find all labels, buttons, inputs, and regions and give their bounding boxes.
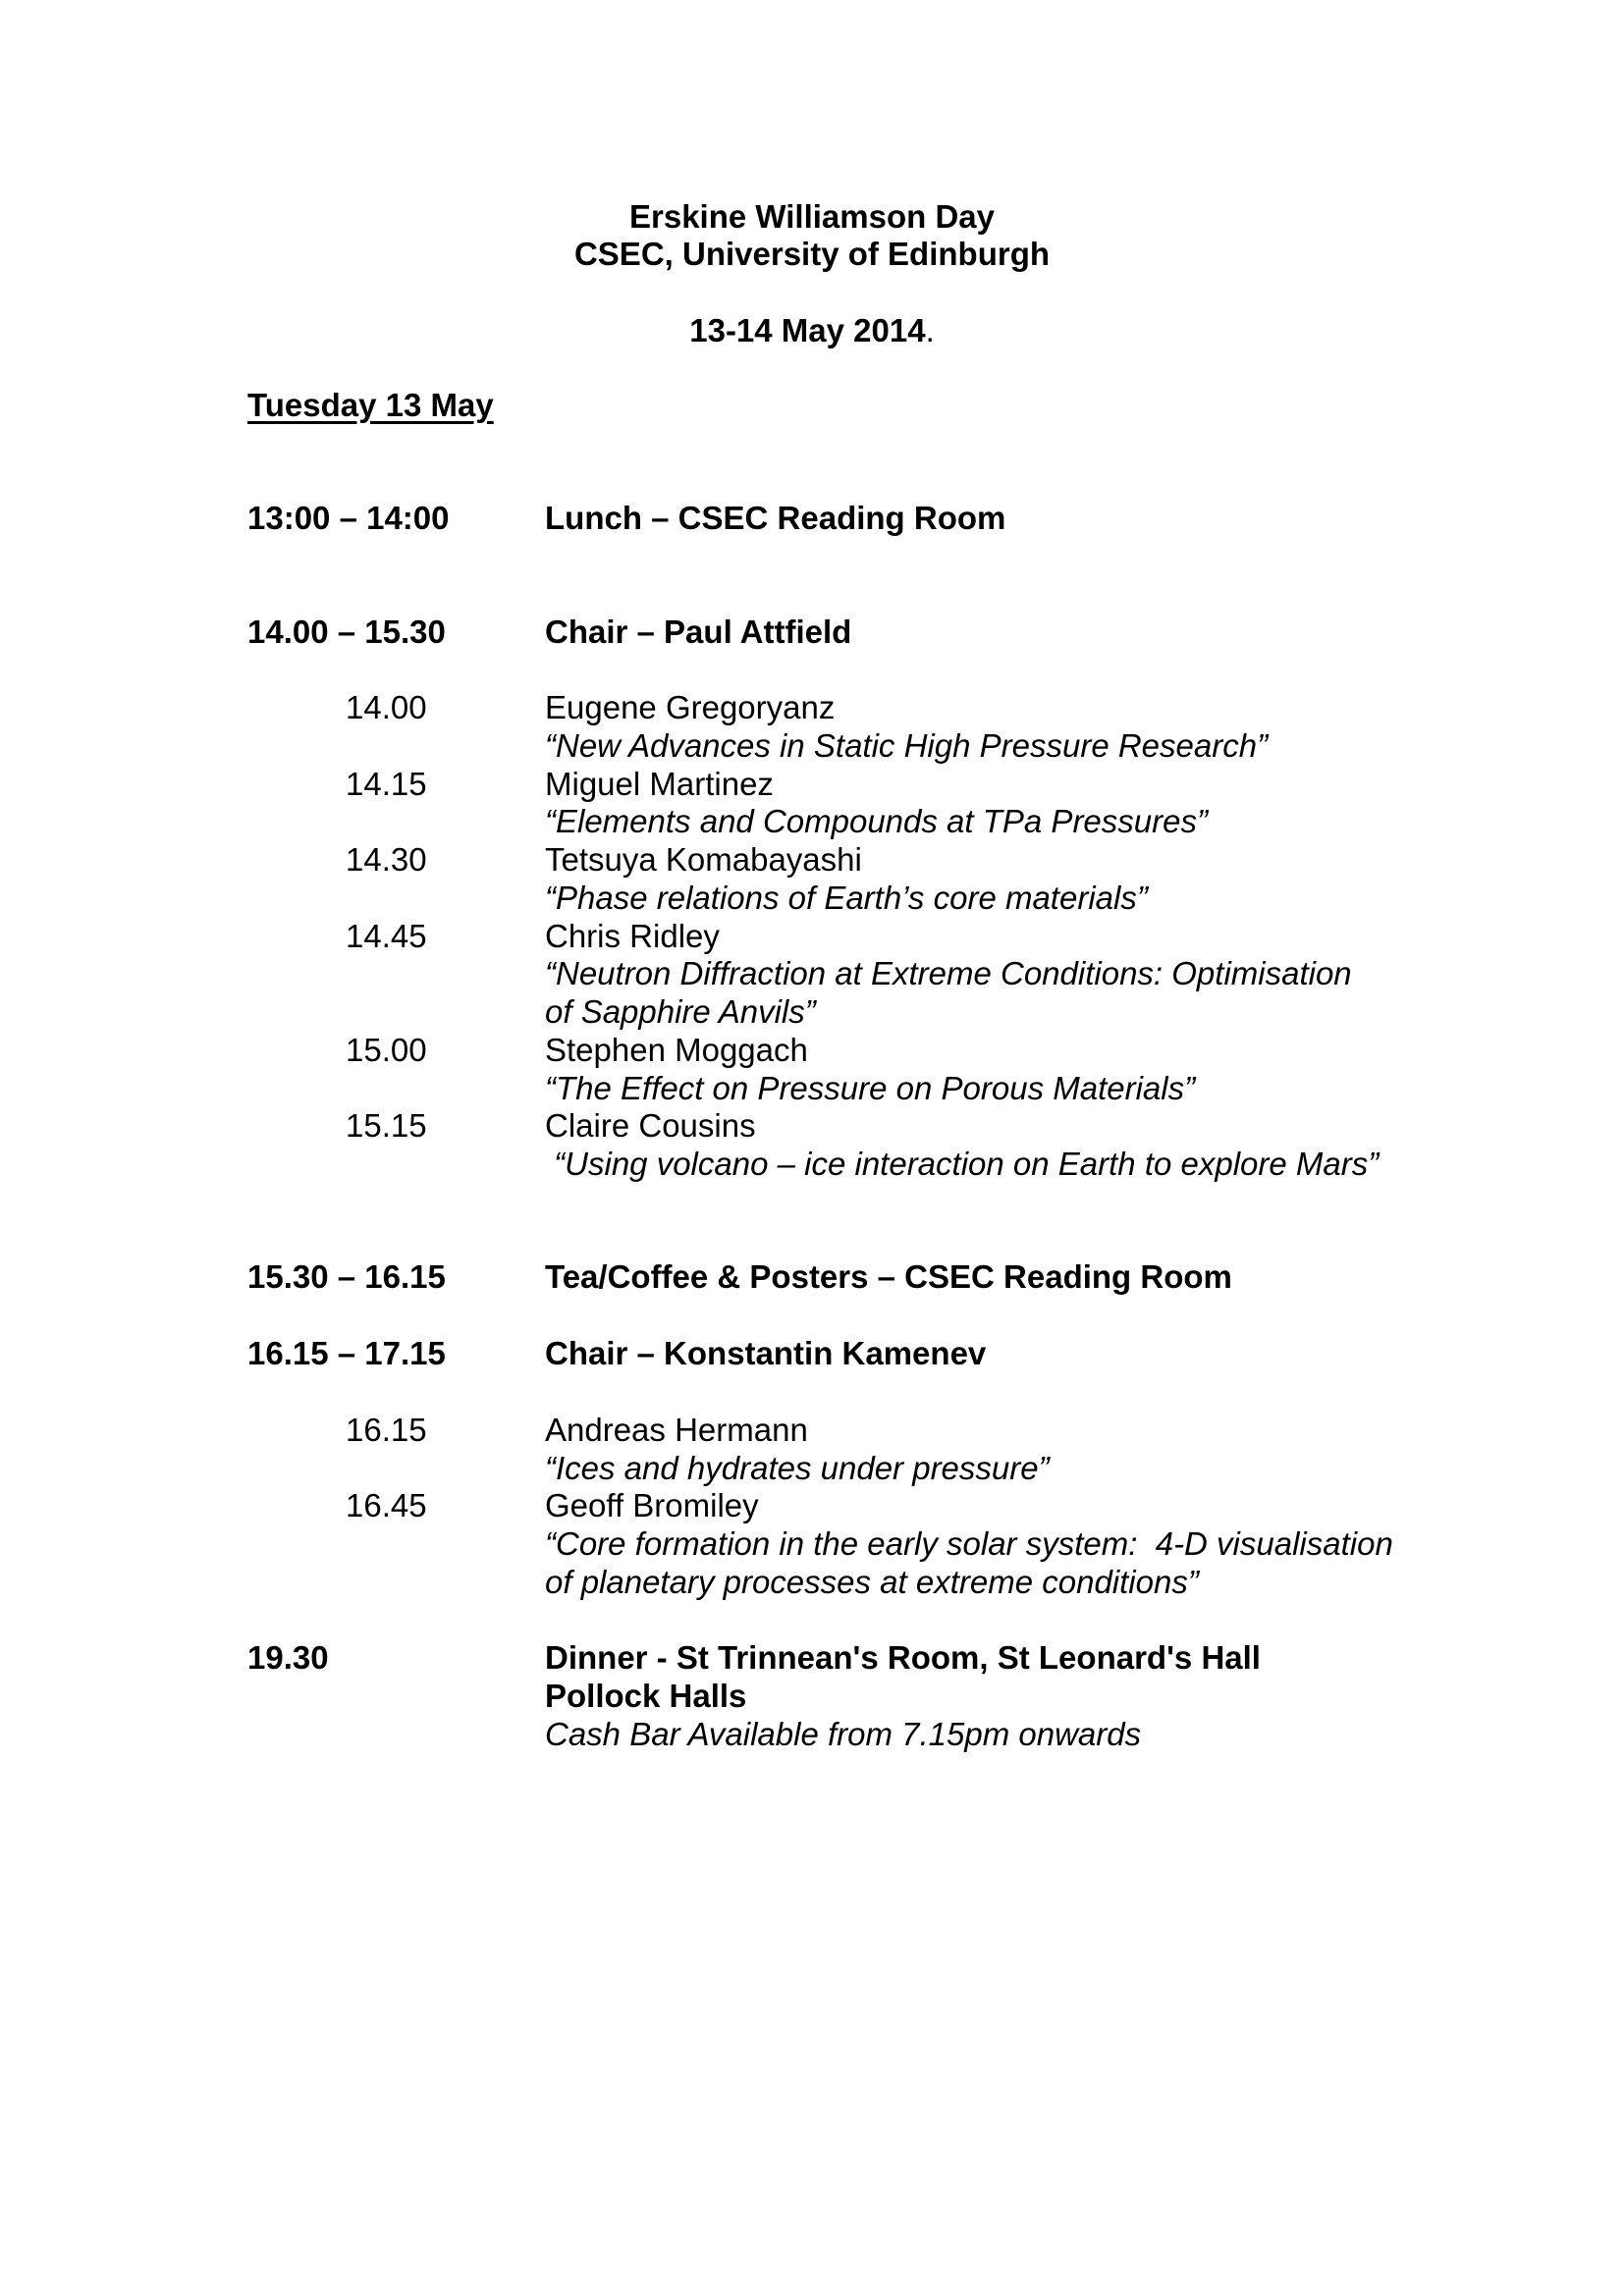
talk-title-continued: of planetary processes at extreme conditions” bbox=[545, 1564, 1199, 1600]
talk-speaker: Miguel Martinez bbox=[545, 766, 774, 802]
talk-title: “Ices and hydrates under pressure” bbox=[545, 1450, 1050, 1486]
event-dates-suffix: . bbox=[925, 312, 935, 348]
talk-title: “The Effect on Pressure on Porous Materials” bbox=[545, 1070, 1196, 1106]
dinner-location: Pollock Halls bbox=[545, 1678, 747, 1714]
talk-time: 16.45 bbox=[346, 1487, 427, 1523]
talk-title: “Elements and Compounds at TPa Pressures” bbox=[545, 803, 1208, 839]
dinner-note: Cash Bar Available from 7.15pm onwards bbox=[545, 1716, 1142, 1752]
talk-speaker: Geoff Bromiley bbox=[545, 1487, 759, 1523]
talk-time: 15.15 bbox=[346, 1107, 427, 1144]
talk-time: 16.15 bbox=[346, 1412, 427, 1448]
talk-speaker: Stephen Moggach bbox=[545, 1032, 808, 1068]
session2-time: 16.15 – 17.15 bbox=[247, 1335, 446, 1371]
talk-speaker: Claire Cousins bbox=[545, 1107, 756, 1144]
talk-time: 14.45 bbox=[346, 918, 427, 954]
event-venue: CSEC, University of Edinburgh bbox=[573, 236, 1051, 272]
session1-time: 14.00 – 15.30 bbox=[247, 614, 446, 650]
talk-speaker: Andreas Hermann bbox=[545, 1412, 808, 1448]
talk-speaker: Chris Ridley bbox=[545, 918, 720, 954]
lunch-time: 13:00 – 14:00 bbox=[247, 500, 450, 536]
talk-speaker: Eugene Gregoryanz bbox=[545, 689, 836, 725]
day-heading: Tuesday 13 May bbox=[247, 387, 494, 423]
event-dates-text: 13-14 May 2014 bbox=[689, 312, 926, 348]
talk-time: 15.00 bbox=[346, 1032, 427, 1068]
talk-time: 14.15 bbox=[346, 766, 427, 802]
talk-title: “Phase relations of Earth’s core materials” bbox=[545, 880, 1148, 916]
lunch-title: Lunch – CSEC Reading Room bbox=[545, 500, 1006, 536]
talk-title: “New Advances in Static High Pressure Research” bbox=[545, 727, 1269, 764]
event-title: Erskine Williamson Day bbox=[628, 198, 995, 235]
dinner-time: 19.30 bbox=[247, 1639, 329, 1676]
session2-chair: Chair – Konstantin Kamenev bbox=[545, 1335, 987, 1371]
talk-title: “Core formation in the early solar system: 4-D visualisation bbox=[545, 1525, 1393, 1562]
break-title: Tea/Coffee & Posters – CSEC Reading Room bbox=[545, 1258, 1232, 1295]
talk-speaker: Tetsuya Komabayashi bbox=[545, 841, 862, 878]
dinner-title: Dinner - St Trinnean's Room, St Leonard's Hall bbox=[545, 1639, 1261, 1676]
talk-time: 14.30 bbox=[346, 841, 427, 878]
talk-title: “Neutron Diffraction at Extreme Conditions: Optimisation bbox=[545, 955, 1352, 991]
talk-title: “Using volcano – ice interaction on Earth to explore Mars” bbox=[545, 1146, 1380, 1182]
talk-title-continued: of Sapphire Anvils” bbox=[545, 993, 816, 1030]
session1-chair: Chair – Paul Attfield bbox=[545, 614, 852, 650]
break-time: 15.30 – 16.15 bbox=[247, 1258, 446, 1295]
event-dates bbox=[0, 312, 1624, 349]
talk-time: 14.00 bbox=[346, 689, 427, 725]
